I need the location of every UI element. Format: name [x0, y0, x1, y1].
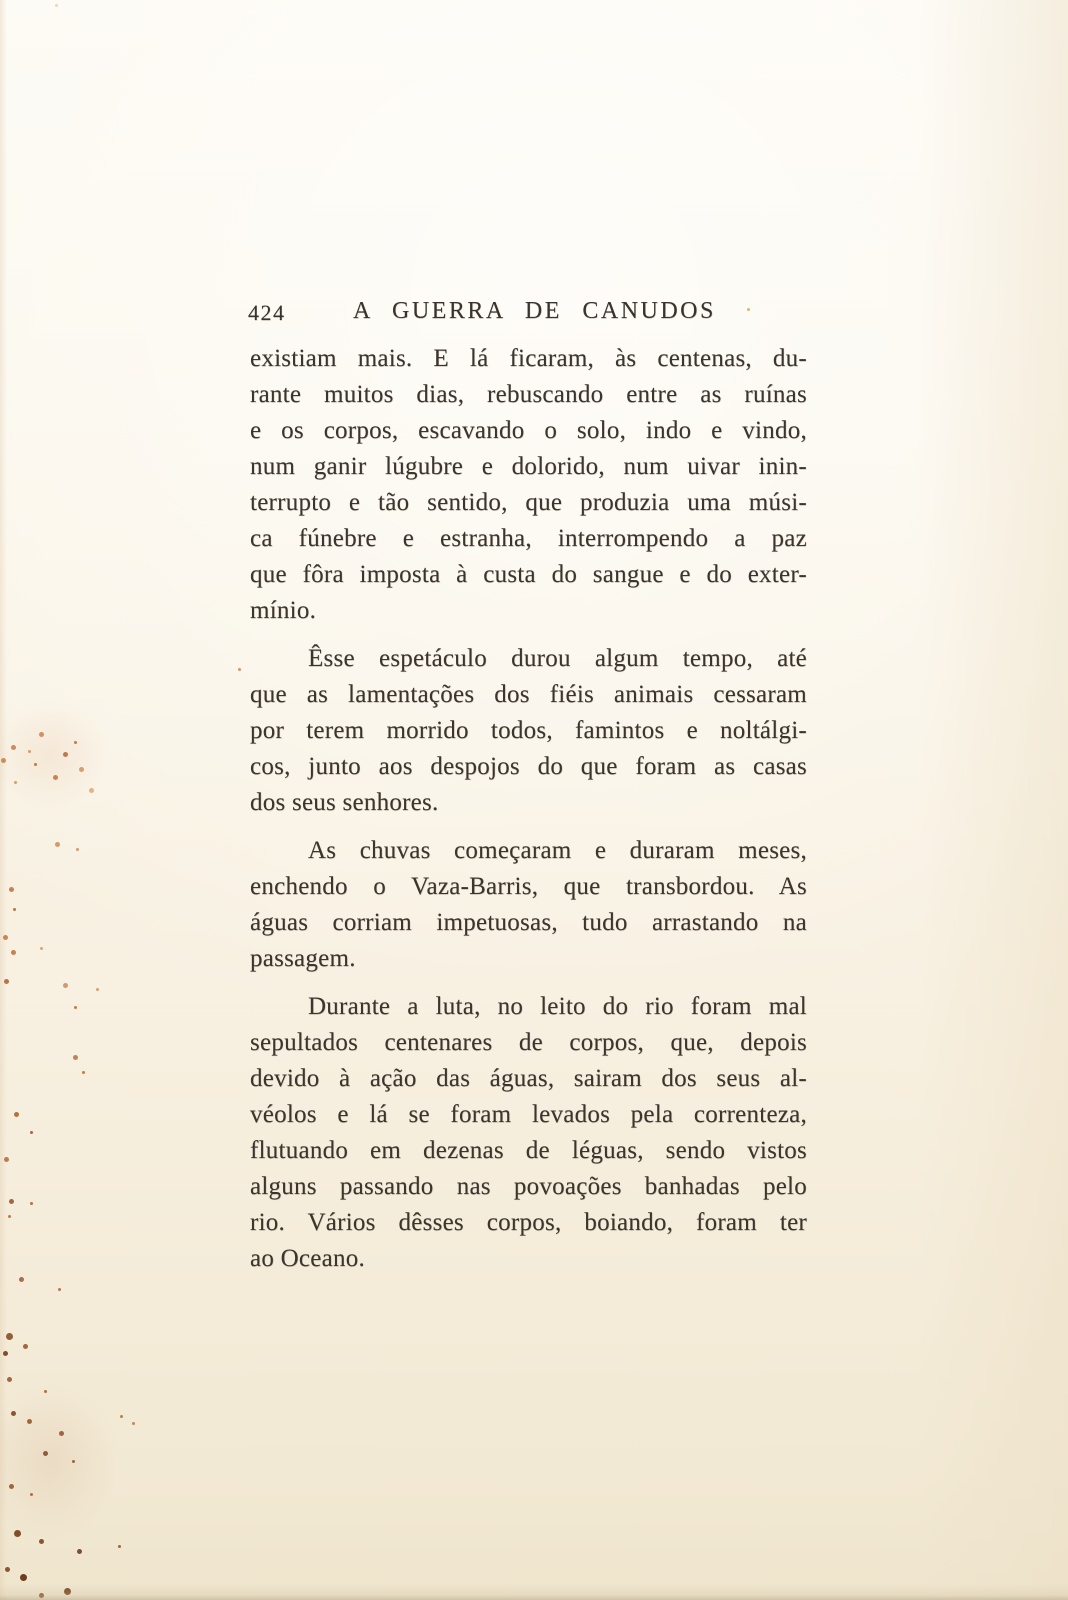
text-line: por terem morrido todos, famintos e noltálgi-	[250, 717, 807, 744]
text-line: Durante a luta, no leito do rio foram mal	[308, 993, 807, 1020]
running-title: A GUERRA DE CANUDOS	[353, 298, 716, 324]
text-line: terrupto e tão sentido, que produzia uma músi-	[250, 489, 807, 516]
text-line: flutuando em dezenas de léguas, sendo vistos	[250, 1137, 807, 1164]
text-line: Êsse espetáculo durou algum tempo, até	[308, 645, 807, 672]
foxing-stains	[0, 0, 3, 3]
text-line: alguns passando nas povoações banhadas pelo	[250, 1173, 807, 1200]
text-line: ca fúnebre e estranha, interrompendo a paz	[250, 525, 807, 552]
text-line: enchendo o Vaza-Barris, que transbordou. As	[250, 873, 807, 900]
text-line: devido à ação das águas, sairam dos seus al-	[250, 1065, 807, 1092]
aging-blotch	[0, 1380, 120, 1540]
paragraph	[250, 641, 807, 821]
page-number: 424	[248, 300, 286, 325]
text-line: dos seus senhores.	[250, 789, 439, 816]
text-line: véolos e lá se foram levados pela correnteza,	[250, 1101, 807, 1128]
text-block	[250, 341, 807, 1277]
text-line: num ganir lúgubre e dolorido, num uivar inin-	[250, 453, 807, 480]
page-bottom-edge-shadow	[0, 1584, 1068, 1600]
text-line: As chuvas começaram e duraram meses,	[308, 837, 807, 864]
text-line: rio. Vários dêsses corpos, boiando, foram ter	[250, 1209, 807, 1236]
text-line: e os corpos, escavando o solo, indo e vindo,	[250, 417, 807, 444]
paragraph	[250, 341, 807, 629]
text-line: existiam mais. E lá ficaram, às centenas, du-	[250, 345, 807, 372]
text-line: que fôra imposta à custa do sangue e do exter-	[250, 561, 807, 588]
text-line: que as lamentações dos fiéis animais cessaram	[250, 681, 807, 708]
text-line: sepultados centenares de corpos, que, depois	[250, 1029, 807, 1056]
paragraph	[250, 989, 807, 1277]
page-header	[0, 298, 1068, 330]
text-line: mínio.	[250, 597, 317, 624]
text-line: rante muitos dias, rebuscando entre as ruínas	[250, 381, 807, 408]
text-line: águas corriam impetuosas, tudo arrastando na	[250, 909, 807, 936]
text-line: ao Oceano.	[250, 1245, 365, 1272]
paragraph	[250, 833, 807, 977]
text-line: cos, junto aos despojos do que foram as casas	[250, 753, 807, 780]
text-line: passagem.	[250, 945, 356, 972]
aging-blotch	[0, 700, 110, 810]
